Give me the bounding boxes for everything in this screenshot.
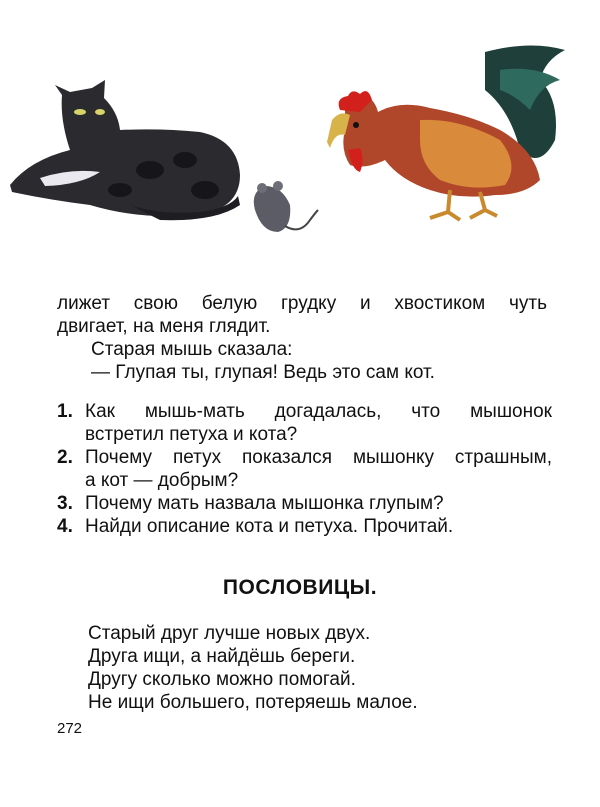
question-list xyxy=(57,400,552,538)
cat-illustration xyxy=(10,80,240,220)
question-text-line-2: а кот — добрым? xyxy=(85,470,239,491)
rooster-illustration xyxy=(327,45,565,220)
question-text-line-2: встретил петуха и кота? xyxy=(85,424,298,445)
story-line-3: Старая мышь сказала: xyxy=(91,339,293,360)
question-text-line-1: Как мышь-мать догадалась, что мышонок xyxy=(85,401,552,422)
proverb-item: Другу сколько можно помогай. xyxy=(88,669,356,690)
question-item xyxy=(57,446,552,492)
question-number: 2. xyxy=(57,447,73,468)
question-number: 3. xyxy=(57,493,73,514)
question-item xyxy=(57,515,552,538)
story-paragraph xyxy=(57,292,547,384)
mouse-illustration xyxy=(254,181,318,232)
question-item xyxy=(57,492,552,515)
question-text-line-1: Почему петух показался мышонку страшным, xyxy=(85,447,552,468)
proverb-list xyxy=(88,622,418,714)
proverb-item: Друга ищи, а найдёшь береги. xyxy=(88,646,356,667)
proverbs-heading: ПОСЛОВИЦЫ. xyxy=(222,576,378,599)
question-number: 4. xyxy=(57,516,73,537)
story-line-1: лижет свою белую грудку и хвостиком чуть xyxy=(57,293,547,314)
story-line-4: — Глупая ты, глупая! Ведь это сам кот. xyxy=(91,362,435,383)
story-line-2: двигает, на меня глядит. xyxy=(57,316,271,337)
proverb-item: Не ищи большего, потеряешь малое. xyxy=(88,692,418,713)
question-item xyxy=(57,400,552,446)
illustration-cat-mouse-rooster xyxy=(0,0,600,260)
page-number: 272 xyxy=(57,720,83,737)
proverb-item: Старый друг лучше новых двух. xyxy=(88,623,371,644)
question-number: 1. xyxy=(57,401,73,422)
question-text-line-1: Найди описание кота и петуха. Прочитай. xyxy=(85,516,454,537)
question-text-line-1: Почему мать назвала мышонка глупым? xyxy=(85,493,444,514)
